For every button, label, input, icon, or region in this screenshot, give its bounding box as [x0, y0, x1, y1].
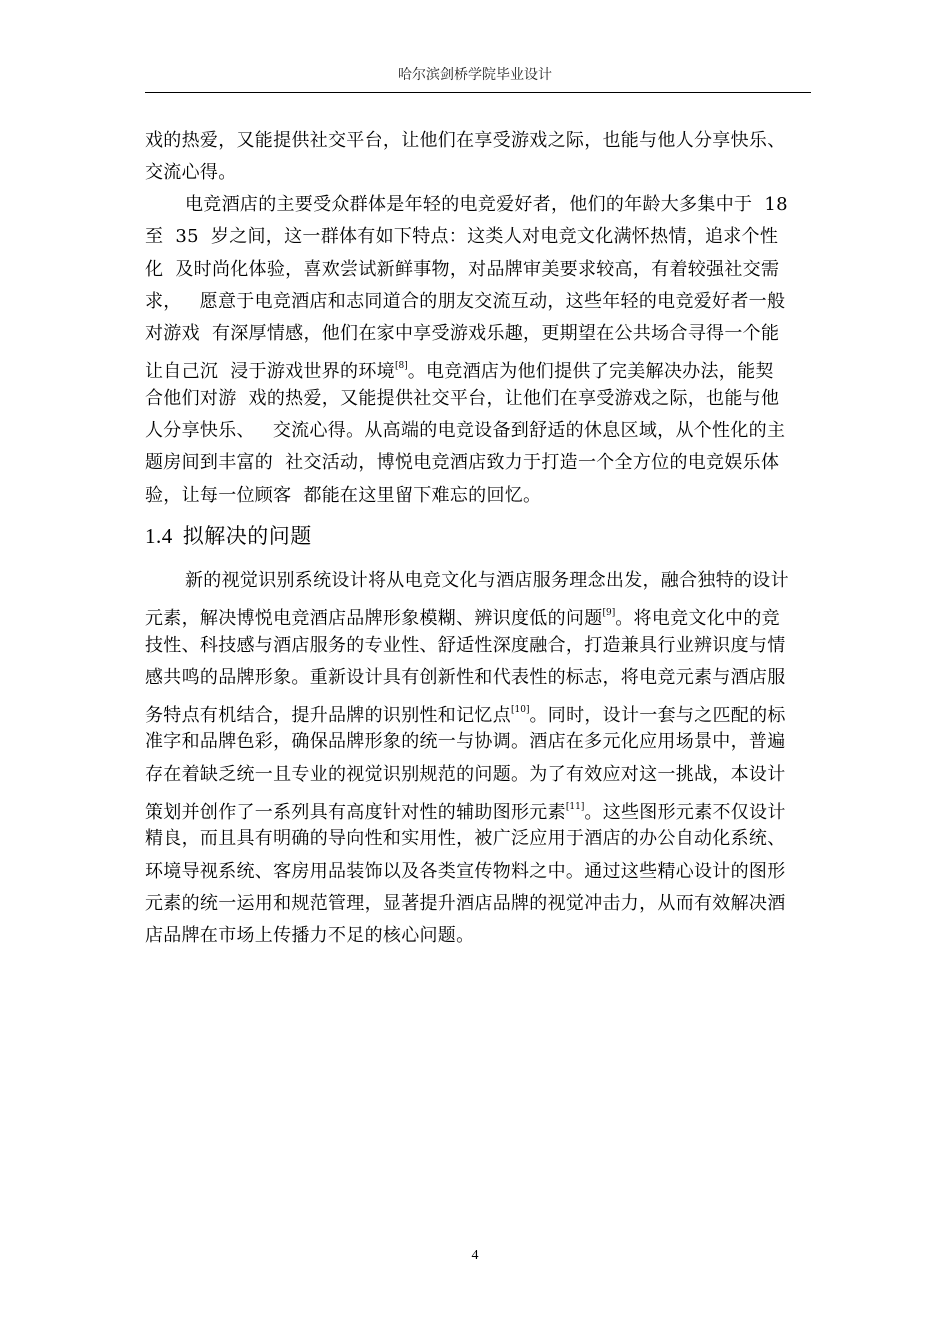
- text-segment: 让自己沉 浸于游戏世界的环境: [145, 361, 395, 383]
- text-segment: 。将电竞文化中的竞: [615, 608, 780, 630]
- page-number: 4: [471, 1248, 479, 1263]
- paragraph-1: [145, 125, 811, 190]
- text-segment: 策划并创作了一系列具有高度针对性的辅助图形元素: [145, 802, 566, 824]
- text-segment: 。这些图形元素不仅设计: [584, 802, 786, 824]
- text-line: [145, 350, 811, 382]
- text-line: 电竞酒店的主要受众群体是年轻的电竞爱好者，他们的年龄大多集中于 18: [185, 194, 788, 215]
- text-line: 环境导视系统、客房用品装饰以及各类宣传物料之中。通过这些精心设计的图形: [145, 860, 786, 882]
- text-line: 求， 愿意于电竞酒店和志同道合的朋友交流互动，这些年轻的电竞爱好者一般: [145, 290, 786, 312]
- text-line: 对游戏 有深厚情感，他们在家中享受游戏乐趣，更期望在公共场合寻得一个能: [145, 323, 780, 345]
- section-title: 拟解决的问题: [182, 524, 312, 548]
- page-header: 哈尔滨剑桥学院毕业设计: [398, 67, 552, 83]
- text-line: 至 35 岁之间，这一群体有如下特点：这类人对电竞文化满怀热情，追求个性: [145, 226, 779, 248]
- text-line: 店品牌在市场上传播力不足的核心问题。: [145, 925, 475, 947]
- text-segment: 务特点有机结合，提升品牌的识别性和记忆点: [145, 705, 511, 727]
- text-line: 新的视觉识别系统设计将从电竞文化与酒店服务理念出发，融合独特的设计: [185, 570, 789, 591]
- text-line: [145, 791, 811, 823]
- paragraph-2: [145, 189, 811, 512]
- text-line: 验，让每一位顾客 都能在这里留下难忘的回忆。: [145, 484, 542, 506]
- citation-11: [11]: [565, 802, 585, 813]
- text-line: [145, 597, 811, 629]
- section-number: 1.4: [145, 524, 173, 548]
- text-line: 技性、科技感与酒店服务的专业性、舒适性深度融合，打造兼具行业辨识度与情: [145, 634, 786, 656]
- text-line: 准字和品牌色彩，确保品牌形象的统一与协调。酒店在多元化应用场景中，普遍: [145, 731, 786, 753]
- text-line: 化 及时尚化体验，喜欢尝试新鲜事物，对品牌审美要求较高，有着较强社交需: [145, 258, 780, 280]
- citation-8: [8]: [394, 361, 408, 372]
- paragraph-3: [145, 565, 811, 953]
- text-segment: 元素，解决博悦电竞酒店品牌形象模糊、辨识度低的问题: [145, 608, 603, 630]
- section-heading: [145, 520, 312, 550]
- citation-9: [9]: [602, 608, 616, 619]
- text-line: 交流心得。: [145, 162, 237, 184]
- text-line: 题房间到丰富的 社交活动，博悦电竞酒店致力于打造一个全方位的电竞娱乐体: [145, 452, 780, 474]
- header-rule: [145, 92, 811, 93]
- text-line: 元素的统一运用和规范管理，显著提升酒店品牌的视觉冲击力，从而有效解决酒: [145, 892, 786, 914]
- text-line: 合他们对游 戏的热爱，又能提供社交平台，让他们在享受游戏之际，也能与他: [145, 387, 780, 409]
- text-line: 存在着缺乏统一且专业的视觉识别规范的问题。为了有效应对这一挑战，本设计: [145, 763, 786, 785]
- text-line: 精良，而且具有明确的导向性和实用性，被广泛应用于酒店的办公自动化系统、: [145, 828, 786, 850]
- text-line: 感共鸣的品牌形象。重新设计具有创新性和代表性的标志，将电竞元素与酒店服: [145, 666, 786, 688]
- text-line: 人分享快乐、 交流心得。从高端的电竞设备到舒适的休息区域，从个性化的主: [145, 420, 786, 442]
- text-segment: 。电竞酒店为他们提供了完美解决办法，能契: [407, 361, 774, 383]
- citation-10: [10]: [511, 705, 530, 716]
- text-line: 戏的热爱，又能提供社交平台，让他们在享受游戏之际，也能与他人分享快乐、: [145, 130, 786, 151]
- text-line: [145, 694, 811, 726]
- text-segment: 。同时，设计一套与之匹配的标: [529, 705, 786, 727]
